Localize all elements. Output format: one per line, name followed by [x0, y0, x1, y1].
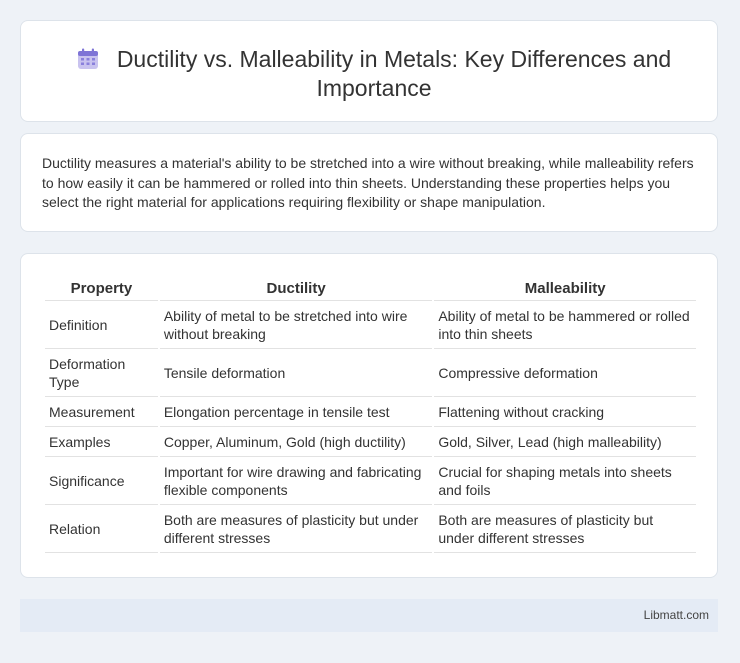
calendar-icon — [77, 48, 99, 70]
row-ductility: Ability of metal to be stretched into wire without breaking — [160, 301, 433, 349]
header-malleability: Malleability — [434, 276, 696, 301]
table-row — [45, 505, 696, 553]
row-property: Measurement — [45, 397, 158, 427]
row-ductility: Both are measures of plasticity but under different stresses — [160, 505, 433, 553]
row-property: Deformation Type — [45, 349, 158, 397]
intro-card — [20, 133, 718, 232]
table-header-row — [45, 276, 696, 301]
page-title: Ductility vs. Malleability in Metals: Key Differences and Importance — [116, 46, 672, 101]
row-malleability: Compressive deformation — [434, 349, 696, 397]
row-ductility: Copper, Aluminum, Gold (high ductility) — [160, 427, 433, 457]
row-malleability: Ability of metal to be hammered or rolled into thin sheets — [434, 301, 696, 349]
row-ductility: Tensile deformation — [160, 349, 433, 397]
table-row — [45, 349, 696, 397]
row-property: Relation — [45, 505, 158, 553]
table-card — [20, 253, 718, 578]
table-row — [45, 301, 696, 349]
row-property: Examples — [45, 427, 158, 457]
row-property: Significance — [45, 457, 158, 505]
footer — [20, 599, 718, 632]
row-ductility: Important for wire drawing and fabricating flexible components — [160, 457, 433, 505]
row-malleability: Both are measures of plasticity but under different stresses — [434, 505, 696, 553]
row-malleability: Crucial for shaping metals into sheets and foils — [434, 457, 696, 505]
footer-brand[interactable]: Libmatt.com — [643, 608, 709, 622]
header-property: Property — [45, 276, 158, 301]
page-title-wrap — [61, 45, 687, 103]
intro-paragraph: Ductility measures a material's ability to be stretched into a wire without breaking, while malleability refers to how easily it can be hammered or rolled into thin sheets. Understanding these properties helps you select the right material for applications requiring flexibility or shape manipulation. — [42, 155, 694, 210]
comparison-table — [43, 276, 698, 553]
row-ductility: Elongation percentage in tensile test — [160, 397, 433, 427]
header-ductility: Ductility — [160, 276, 433, 301]
table-row — [45, 427, 696, 457]
table-row — [45, 397, 696, 427]
table-row — [45, 457, 696, 505]
row-property: Definition — [45, 301, 158, 349]
title-card — [20, 20, 718, 122]
row-malleability: Gold, Silver, Lead (high malleability) — [434, 427, 696, 457]
row-malleability: Flattening without cracking — [434, 397, 696, 427]
